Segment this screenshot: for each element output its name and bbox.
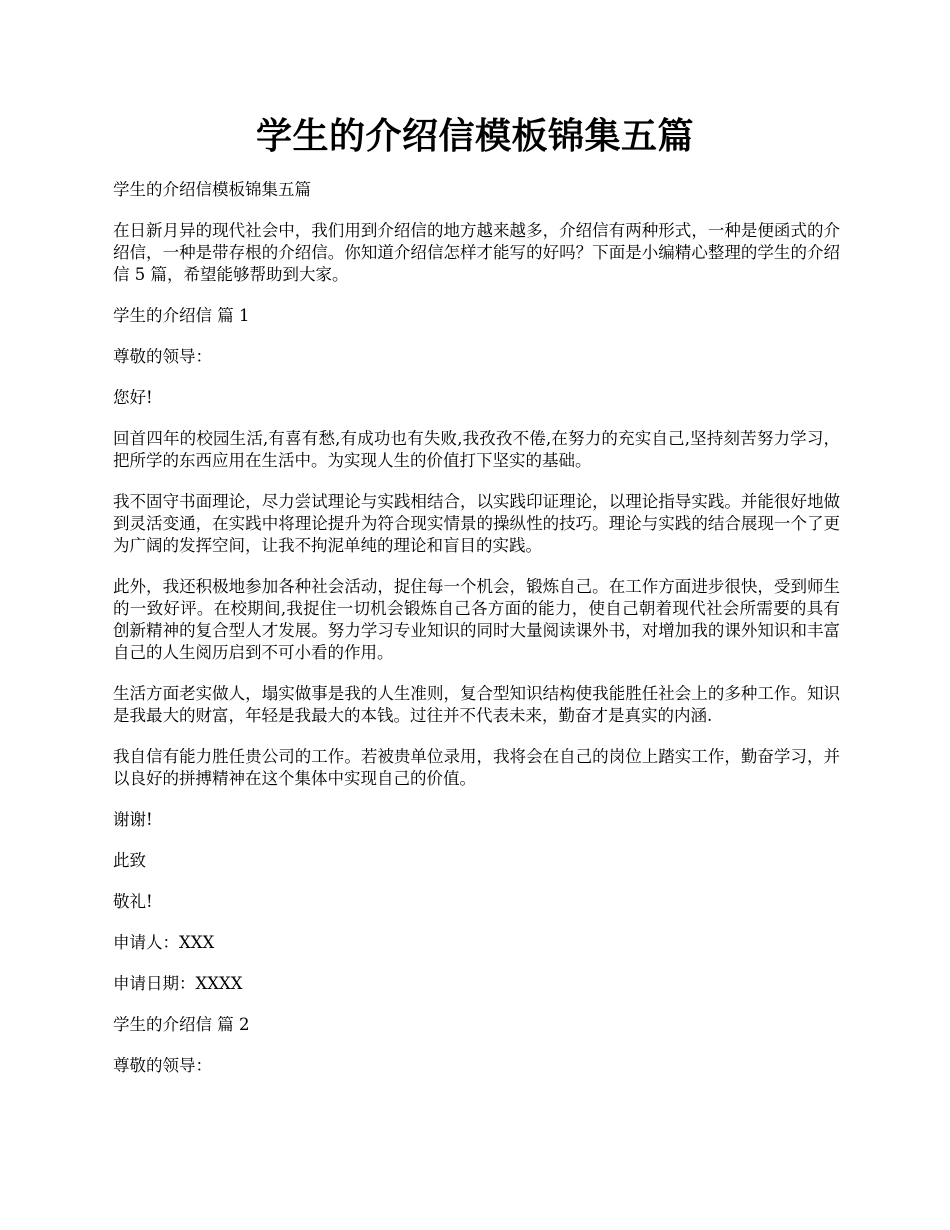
closing-salute: 敬礼! <box>113 892 153 911</box>
body-paragraph: 我不固守书面理论，尽力尝试理论与实践相结合，以实践印证理论，以理论指导实践。并能很好地做到灵活变通，在实践中将理论提升为符合现实情景的操纵性的技巧。理论与实践的结合展现一个了更为广阔的发挥空间，让我不拘泥单纯的理论和盲目的实践。 <box>113 492 840 555</box>
body-paragraph: 生活方面老实做人，塌实做事是我的人生准则，复合型知识结构使我能胜任社会上的多种工作。知识是我最大的财富，年轻是我最大的本钱。过往并不代表未来，勤奋才是真实的内涵. <box>113 684 840 725</box>
document-page <box>113 110 840 1096</box>
closing-line: 此致 <box>113 851 146 870</box>
section-heading-2: 学生的介绍信 篇 2 <box>113 1015 250 1034</box>
salutation: 尊敬的领导： <box>113 347 212 366</box>
intro-paragraph: 在日新月异的现代社会中，我们用到介绍信的地方越来越多，介绍信有两种形式，一种是便函式的介绍信，一种是带存根的介绍信。你知道介绍信怎样才能写的好吗？下面是小编精心整理的学生的介绍信 5 篇，希望能够帮助到大家。 <box>113 221 840 284</box>
salutation: 尊敬的领导： <box>113 1056 212 1075</box>
body-paragraph: 我自信有能力胜任贵公司的工作。若被贵单位录用，我将会在自己的岗位上踏实工作，勤奋学习，并以良好的拼搏精神在这个集体中实现自己的价值。 <box>113 747 840 788</box>
thanks-line: 谢谢! <box>113 810 153 829</box>
date-line: 申请日期：XXXX <box>113 974 243 993</box>
greeting: 您好! <box>113 388 153 407</box>
section-heading-1: 学生的介绍信 篇 1 <box>113 306 250 325</box>
body-paragraph: 回首四年的校园生活,有喜有愁,有成功也有失败,我孜孜不倦,在努力的充实自己,坚持刻苦努力学习，把所学的东西应用在生活中。为实现人生的价值打下坚实的基础。 <box>113 429 840 470</box>
subtitle-paragraph: 学生的介绍信模板锦集五篇 <box>113 180 311 199</box>
document-title: 学生的介绍信模板锦集五篇 <box>255 115 694 157</box>
applicant-line: 申请人：XXX <box>113 933 215 952</box>
body-paragraph: 此外，我还积极地参加各种社会活动，捉住每一个机会，锻炼自己。在工作方面进步很快，受到师生的一致好评。在校期间,我捉住一切机会锻炼自己各方面的能力，使自己朝着现代社会所需要的具有创新精神的复合型人才发展。努力学习专业知识的同时大量阅读课外书，对增加我的课外知识和丰富自己的人生阅历启到不可小看的作用。 <box>113 577 840 662</box>
